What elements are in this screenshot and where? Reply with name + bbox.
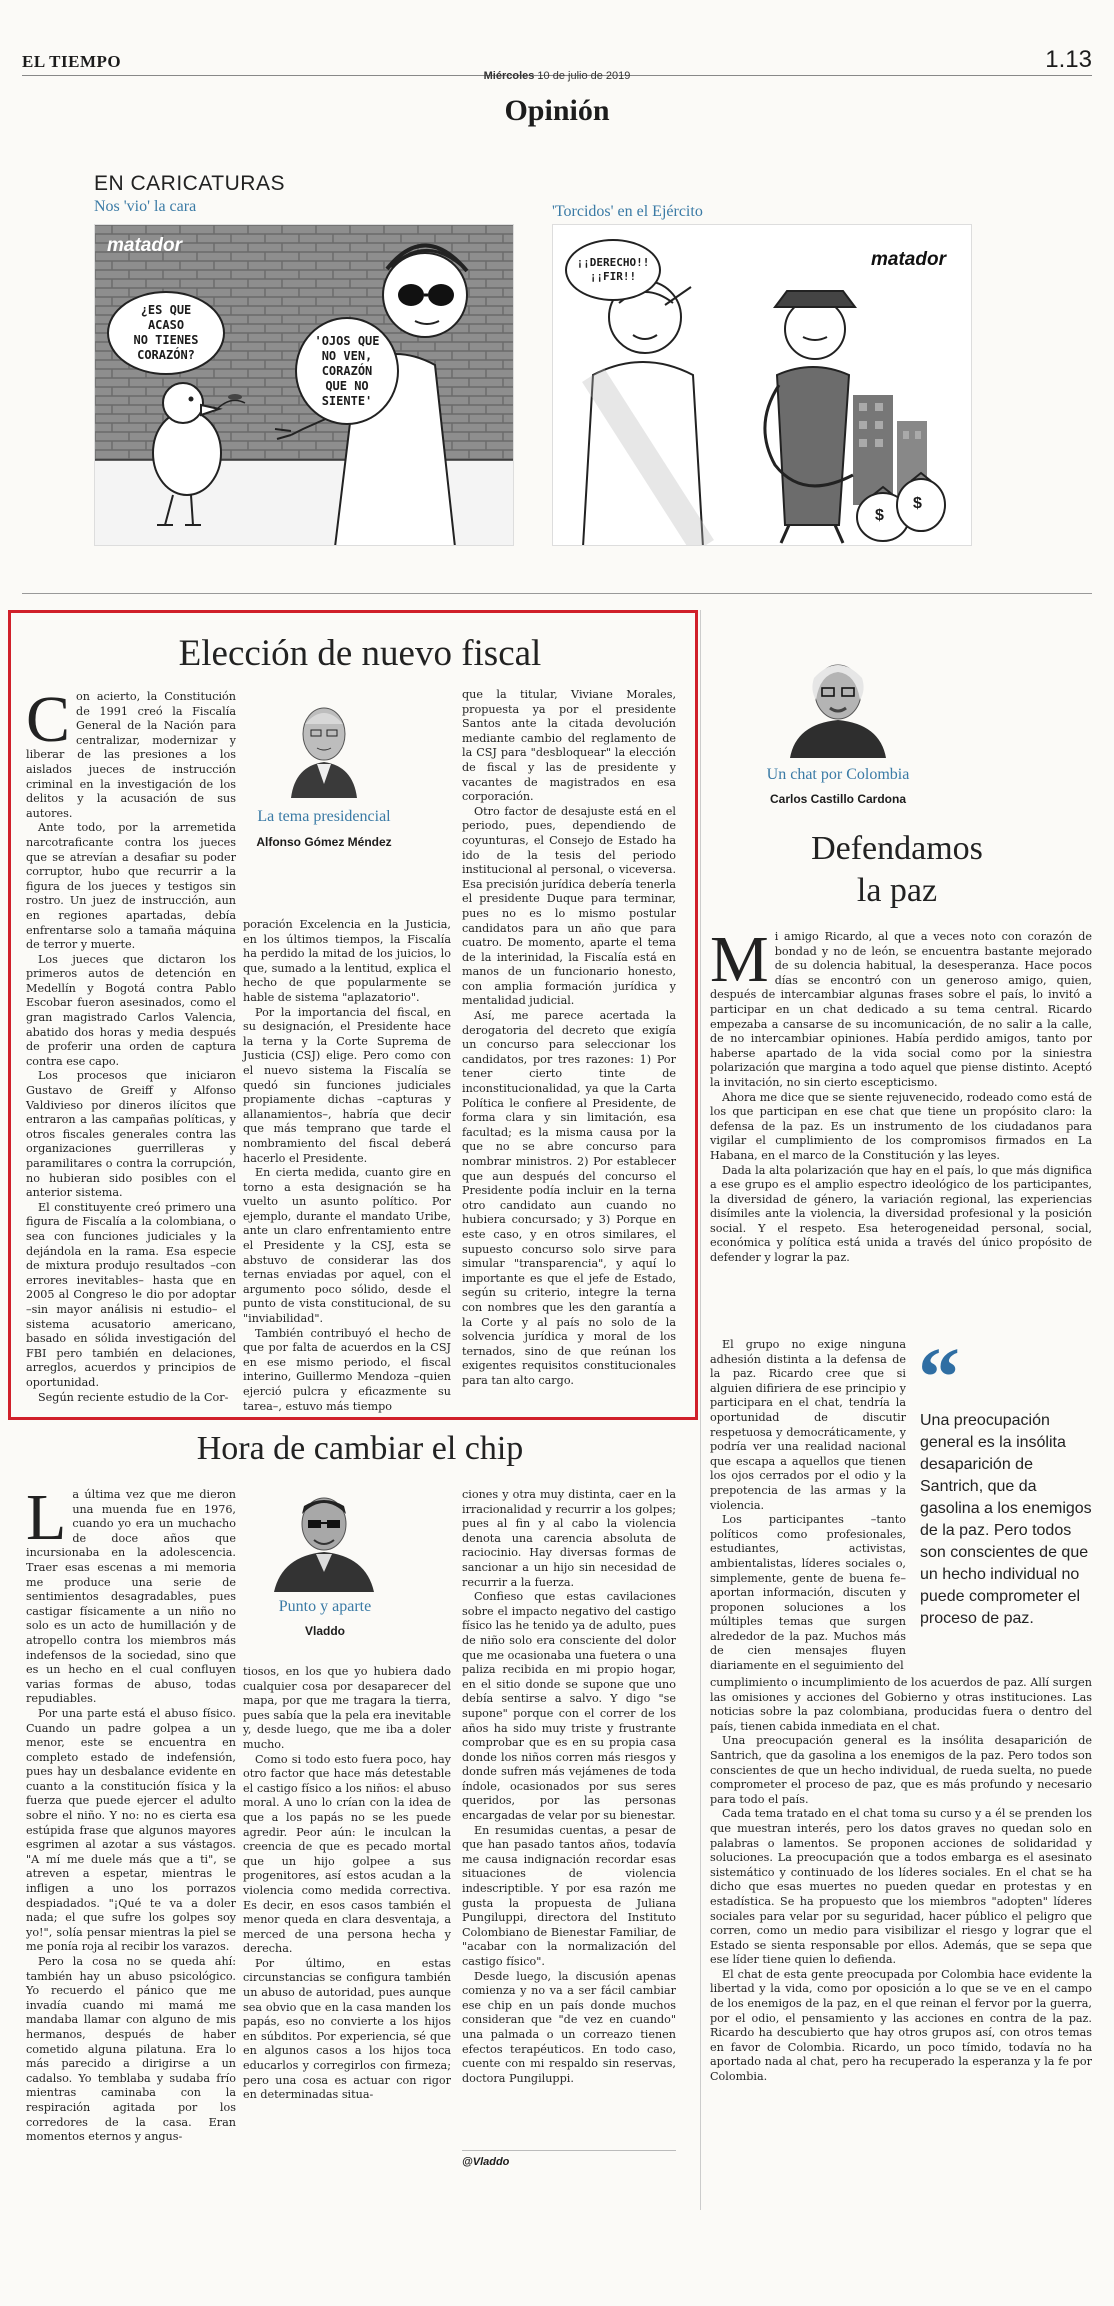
article1-column-2: poración Excelencia en la Justicia, en los últimos tiempos, la Fiscalía ha perdido la mitad de los juicios, lo que, sumado a la lentitud, explica el hecho de que popularmente se hable de sistema "aplazatorio". Por la importancia del fiscal, en su designación, el Presidente hace la terna y la Corte Suprema de Justicia (CSJ) elige. Pero como con el nuevo sistema la Fiscalía se quedó sin funciones judiciales propiamente dichas –capturas y allanamientos–, habría que decir que más temprano que tarde el nombramiento del fiscal deberá hacerlo el Presidente. En cierta medida, cuanto gire en torno a esta designación se ha vuelto un asunto político. Por ejemplo, durante el mandato Uribe, ante un claro enfrentamiento entre el Presidente y la CSJ, esta se abstuvo de considerar las dos ternas enviadas por aquel, con el argumento poco sólido, desde el punto de vista constitucional, de su "inviabilidad". También contribuyó el hecho de que por falta de acuerdos en la CSJ en ese mismo periodo, el fiscal interino, Guillermo Mendoza –quien ejerció pulcra y eficazmente su tarea–, estuvo más tiempo [243, 918, 451, 1413]
article2-column-narrow: El grupo no exige ninguna adhesión distinta a la defensa de la paz. Ricardo cree que si alguien difiriera de ese principio y participara en el chat, tendría la oportunidad de discutir respetuosa y democráticamente, y podría ver una realidad nacional que escapa a aquellos que tienen los ojos cerrados por el odio y la prepotencia de las armas y la violencia. Los participantes –tanto políticos como profesionales, estudiantes, activistas, ambientalistas, líderes sociales o, simplemente, gente de buena fe– aportan información, discuten y proponen soluciones a los múltiples temas que surgen alrededor de la paz. Muchos más de cien mensajes fluyen diariamente en el seguimiento del [710, 1338, 906, 1673]
article3-tag: Punto y aparte [278, 1598, 372, 1615]
author-photo-alfonso [283, 694, 365, 798]
cartoon-left-bubble-dove: ¿ES QUE ACASO NO TIENES CORAZÓN? [107, 291, 225, 375]
article2-author: Carlos Castillo Cardona [769, 792, 907, 806]
author-photo-carlos [786, 650, 890, 758]
cartoon-left-signature: matador [107, 235, 182, 256]
newspaper-brand: EL TIEMPO [22, 52, 122, 71]
article3-column-2: tiosos, en los que yo hubiera dado cualquier cosa por desaparecer del mapa, por que me tragara la tierra, pues sabía que la pela era inevitable y, desde luego, que me iba a doler mucho. Como si todo esto fuera poco, hay otro factor que hace más detestable el castigo físico a los niños: el abuso moral. A uno lo crían con la idea de que a los papás no se les puede agredir. Peor aún: le inculcan la creencia de que es pecado mortal que un hijo golpee a sus progenitores, así estos acudan a la violencia como medida correctiva. Es decir, en esos casos también el menor queda en clara desventaja, a merced de una persona hecha y derecha. Por último, en estas circunstancias se configura también un abuso de autoridad, pues aunque sea obvio que en la casa manden los papás, eso no convierte a los hijos en súbditos. Por experiencia, sé que en algunos casos a los hijos toca educarlos y corregirlos con firmeza; pero una cosa es actuar con rigor en determinadas situa- [243, 1665, 451, 2102]
article2-drop-cap: M [710, 923, 769, 996]
cartoon-right-bubble: ¡¡DERECHO!! ¡¡FIR!! [565, 239, 661, 301]
section-divider [22, 593, 1092, 594]
quote-icon: “ [918, 1331, 960, 1424]
article3-author: Vladdo [304, 1624, 345, 1638]
signature-rule [462, 2150, 676, 2151]
article1-title: Elección de nuevo fiscal [178, 633, 542, 674]
author-photo-vladdo [268, 1486, 380, 1592]
article1-column-3: que la titular, Viviane Morales, propuesta ya por el presidente Santos ante la citada devolución mediante cambio del reglamento de la CSJ para "desbloquear" la elección de fiscal y las de presidente y vacantes de magistrados en esa corporación. Otro factor de desajuste está en el periodo, pues, dependiendo de coyunturas, el Consejo de Estado ha ido de la tesis del periodo institucional al personal, o viceversa. Esa precisión jurídica debería tenerla el presidente Duque para terminar, pues no es lo mismo postular candidatos para un año que para cuatro. De momento, aparte el tema de la interinidad, la Fiscalía está en manos de un funcionario honesto, con amplia formación jurídica y mentalidad judicial. Así, me parece acertada la derogatoria del decreto que exigía un concurso para seleccionar los candidatos, por tres razones: 1) Por tener cierto tinte de inconstitucionalidad, ya que la Carta Política le confiere al Presidente, de forma clara y sin limitación, esa facultad; es la misma causa por la que no se abre concurso para nombrar ministros. 2) Por establecer que aun después del concurso el Presidente podía incluir en la terna otro candidato aun cuando no hubiera concursado; y 3) Porque en este caso, y en otros similares, el supuesto concurso solo sirve para simular "transparencia", y aquí lo importante es que el jefe de Estado, según su criterio, integre la terna con nombres que les den garantía a la Corte y al país no solo de la solvencia jurídica y moral de los ternados, sino de que reúnan los exigentes requisitos constitucionales para tan alto cargo. [462, 688, 677, 1387]
article3-drop-cap: L [26, 1481, 67, 1554]
article3-title: Hora de cambiar el chip [196, 1430, 524, 1467]
article2-column-bottom: cumplimiento o incumplimiento de los acuerdos de paz. Allí surgen las omisiones y acciones del Gobierno y otras instituciones. Las noticias sobre la paz colombiana, producidas fuera o dentro del país, tienen cabida inmediata en el chat. Una preocupación general es la insólita desaparición de Santrich, que da gasolina a los enemigos de la paz. Pero todos son conscientes de que un hecho individual, de rueda suelta, no puede comprometer el proceso de paz, que es más profundo y necesario para todo el país. Cada tema tratado en el chat toma su curso y a él se prenden los que muestran interés, pero los datos graves no quedan solo en palabras o lamentos. Se proponen acciones de solidaridad y soluciones. La preocupación que a todos embarga es el asesinato sistemático y continuado de los líderes sociales. En el chat se ha dicho que esas muertes no pueden quedar en protestas y en estadística. Se ha propuesto que los miembros "adopten" líderes sociales para velar por su seguridad, hacer público el peligro que corren, como un medio para visibilizar el riesgo y lograr que el Estado se sienta responsable por ellos. Además, que se sepa que ese líder tiene quien lo defienda. El chat de esta gente preocupada por Colombia hace evidente la libertad y la vida, como por oposición a lo que se ve en el campo de los enemigos de la paz, en el que reinan el fervor por la guerra, por el odio, el pensamiento y las acciones en contra de la paz. Ricardo ha descubierto que hay otros grupos así, con otros temas en favor de Colombia. Ricardo, un poco tímido, todavía no ha aportado nada al chat, pero ha recuperado la esperanza y la fe por Colombia. [710, 1676, 1092, 2084]
cartoon-left [94, 224, 514, 546]
article2-title: Defendamos la paz [811, 830, 983, 909]
masthead [22, 46, 1092, 82]
article1-column-1: C on acierto, la Constitución de 1991 creó la Fiscalía General de la Nación para centralizar, modernizar y liberar de las presiones a los aislados jueces de instrucción criminal en la investigación de los delitos y la acusación de sus autores. Ante todo, por la arremetida narcotraficante contra los jueces que se atrevían a desafiar su poder corruptor, hubo que recurrir a la figura de los jueces y testigos sin rostro. Un juez de instrucción, aun en regiones apartadas, debía enfrentarse solo a tamaña máquina de terror y muerte. Los jueces que dictaron los primeros autos de detención en Medellín y Bogotá contra Pablo Escobar fueron asesinados, como el gran magistrado Carlos Valencia, abatido dos horas y media después de proferir una orden de captura contra ese capo. Los procesos que iniciaron Gustavo de Greiff y Alfonso Valdivieso por dineros ilícitos que entraron a las campañas políticas, y otros fiscales generales contra las organizaciones guerrilleras y paramilitares o contra la corrupción, no hubieran sido posibles con el anterior sistema. El constituyente creó primero una figura de Fiscalía a la colombiana, o sea con funciones judiciales y la dejándola en la rama. Esa especie de mixtura produjo resultados –con errores inevitables– hasta que en 2005 al Congreso le dio por adoptar –sin mayor análisis ni estudio– el sistema acusatorio americano, basado en sólida investigación del FBI pero también en delaciones, arreglos, acuerdos y principios de oportunidad. Según reciente estudio de la Cor- [26, 683, 236, 1404]
cartoon-right [552, 224, 972, 546]
cartoon-left-subtitle: Nos 'vio' la cara [94, 198, 197, 215]
column-rule [700, 610, 701, 2210]
article3-signature: @Vladdo [462, 2156, 510, 2168]
section-title: Opinión [504, 94, 610, 127]
article3-column-1: L a última vez que me dieron una muenda fue en 1976, cuando yo era un muchacho de doce años que incursionaba en la adolescencia. Traer esas escenas a mi memoria me produce una serie de sentimientos desagradables, pues castigar físicamente a un niño no solo es un acto de humillación y de atropello contra los miembros más indefensos de la sociedad, sino que es un hecho en el cual confluyen varias formas de abuso, todas repudiables. Por una parte está el abuso físico. Cuando un padre golpea a un menor, este se encuentra en completo estado de indefensión, pues hay un desbalance evidente en cuanto a la constitución física y la fuerza que puede ejercer el adulto sobre el niño. Y no: no es cierta esa estúpida frase que algunos mayores esgrimen al azotar a sus vástagos. "A mí me duele más que a ti", se atreven a espetar, mientras le infligen a uno los porrazos despiadados. "¡Qué te va a doler nada; el que sufre los golpes soy yo!", solía pensar mientras la piel se me ponía roja al recibir los varazos. Pero la cosa no se queda ahí: también hay un abuso psicológico. Yo recuerdo el pánico que me invadía cuando mi mamá me mandaba llamar con alguno de mis hermanos, después de haber cometido alguna pilatuna. Era lo más parecido a dirigirse a un cadalso. Yo temblaba y sudaba frío mientras caminaba con la respiración agitada por los corredores de la casa. Eran momentos eternos y angus- [26, 1481, 236, 2144]
cartoons-heading: EN CARICATURAS [94, 172, 285, 195]
money-bag-symbol: $ [875, 507, 884, 524]
money-bag-symbol: $ [913, 495, 922, 512]
article1-drop-cap: C [26, 683, 71, 756]
cartoon-right-signature: matador [871, 249, 946, 270]
article2-column-top: M i amigo Ricardo, al que a veces noto con corazón de bondad y no de león, se encuentra bastante mejorado de su dolencia habitual, la desesperanza. Hace pocos días se encontró con un generoso amigo, quien, después de intercambiar algunas frases sobre el país, lo invitó a participar en un chat dedicado a su tema central. Ricardo empezaba a cansarse de su incomunicación, de no salir a la calle, de no intercambiar opiniones. Había perdido amigos, tanto por haberse apartado de la vida social como por la siniestra polarización que margina a todo aquel que piense distinto. Aceptó la invitación, no sin cierto escepticismo. Ahora me dice que se siente rejuvenecido, rodeado como está de los que participan en ese chat que tiene un propósito claro: la defensa de la paz. Es un instrumento de los ciudadanos para vigilar el cumplimiento de los compromisos firmados en La Habana, en el marco de la Constitución y las leyes. Dada la alta polarización que hay en el país, lo que más dignifica a ese grupo es el amplio espectro ideológico de los participantes, la diversidad de género, la variación regional, las experiencias disímiles ante la violencia, la diversidad profesional y la posición social. Y el respeto. Esa heterogeneidad personal, social, económica y política está unida a través del único propósito de defender y lograr la paz. [710, 923, 1092, 1265]
article2-tag: Un chat por Colombia [766, 766, 910, 783]
issue-date: Miércoles 10 de julio de 2019 [483, 70, 631, 82]
article1-author: Alfonso Gómez Méndez [256, 835, 392, 849]
article2-pull-quote: Una preocupación general es la insólita desaparición de Santrich, que da gasolina a los enemigos de la paz. Pero todos son conscientes de que un hecho individual no puede comprometer el proceso de paz. [920, 1412, 1092, 1627]
article3-column-3: ciones y otra muy distinta, caer en la irracionalidad y recurrir a los golpes; pues al fin y al cabo la violencia denota una carencia absoluta de raciocinio. Hay diversas formas de sancionar a un hijo sin necesidad de recurrir a la fuerza. Confieso que estas cavilaciones sobre el impacto negativo del castigo físico las he tenido ya de adulto, pues de niño solo era consciente del dolor que me ocasionaba una fuetera o una paliza recibida en mi propio hogar, en el sitio donde se supone que uno debía sentirse a salvo. Y digo "se supone" porque con el correr de los años ha sido muy triste y frustrante comprobar que es en su propia casa donde los niños corren más riesgos y donde sufren más vejámenes de toda índole, ocasionados por sus seres queridos, por las personas encargadas de velar por su bienestar. En resumidas cuentas, a pesar de que han pasado tantos años, todavía me causa indignación recordar esas situaciones de violencia indescriptible. Y por esa razón me gusta la propuesta de Juliana Pungiluppi, directora del Instituto Colombiano de Bienestar Familiar, de "acabar con la normalización del castigo físico". Desde luego, la discusión apenas comienza y no va a ser fácil cambiar ese chip en un país donde muchos consideran que "de vez en cuando" una palmada o un correazo tienen efectos terapéuticos. En todo caso, cuente con mi respaldo sin reservas, doctora Pungiluppi. [462, 1488, 676, 2085]
cartoon-right-subtitle: 'Torcidos' en el Ejército [552, 203, 703, 220]
page-number: 1.13 [1045, 46, 1092, 73]
cartoon-left-bubble-man: 'OJOS QUE NO VEN, CORAZÓN QUE NO SIENTE' [295, 317, 399, 425]
article1-tag: La tema presidencial [257, 808, 391, 825]
